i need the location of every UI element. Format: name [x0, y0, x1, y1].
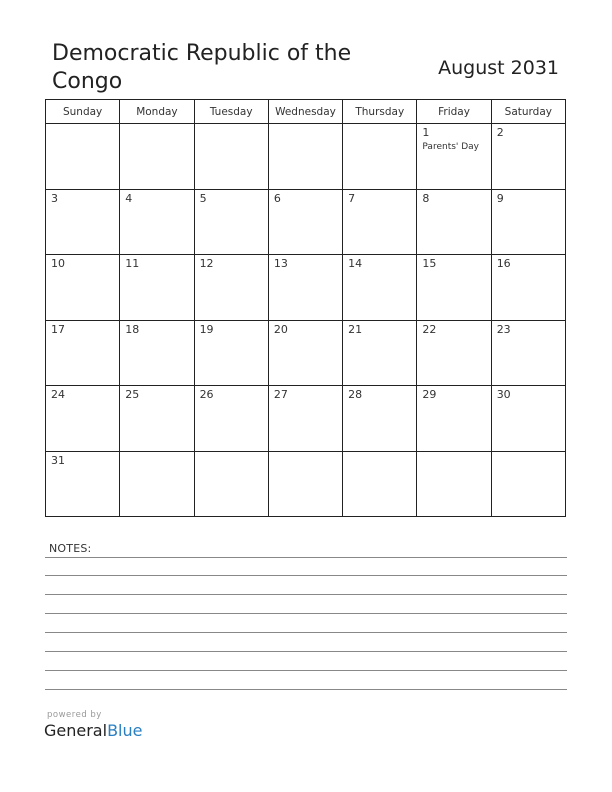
notes-label: NOTES: [49, 542, 92, 555]
day-number: 11 [125, 257, 140, 270]
day-number: 27 [273, 388, 288, 401]
day-cell[interactable] [268, 124, 342, 190]
day-number: 13 [273, 257, 288, 270]
day-cell[interactable] [417, 124, 491, 190]
day-cell[interactable] [268, 451, 342, 517]
day-cell[interactable] [120, 451, 194, 517]
brand-general: General [44, 721, 108, 740]
month-label: August 2031 [438, 57, 559, 79]
weekday-saturday: Saturday [491, 100, 565, 124]
day-cell[interactable] [120, 189, 194, 255]
day-number: 22 [422, 322, 437, 336]
weekday-wednesday: Wednesday [268, 100, 342, 124]
day-cell[interactable] [120, 386, 194, 452]
day-cell[interactable] [268, 320, 342, 386]
week-row [46, 255, 566, 321]
week-row [46, 386, 566, 452]
calendar-grid [45, 99, 566, 517]
note-line [45, 575, 567, 576]
day-number: 25 [125, 388, 140, 401]
day-number: 4 [125, 191, 133, 205]
note-line [45, 613, 567, 614]
powered-by-text: powered by [47, 710, 102, 720]
day-number: 29 [422, 388, 437, 401]
day-cell[interactable] [417, 255, 491, 321]
day-number: 28 [348, 388, 363, 401]
day-number: 5 [199, 191, 207, 205]
day-cell[interactable] [491, 451, 565, 517]
day-cell[interactable] [491, 386, 565, 452]
day-number: 6 [273, 191, 281, 205]
week-row [46, 124, 566, 190]
week-row [46, 189, 566, 255]
day-cell[interactable] [343, 386, 417, 452]
day-cell[interactable] [46, 451, 120, 517]
holiday-label: Parents' Day [422, 142, 480, 152]
day-number: 14 [348, 257, 363, 270]
note-line [45, 689, 567, 690]
week-row [46, 320, 566, 386]
note-line [45, 651, 567, 652]
day-number: 26 [199, 388, 214, 401]
note-line [45, 632, 567, 633]
day-cell[interactable] [268, 189, 342, 255]
weekday-header-row [46, 100, 566, 124]
day-cell[interactable] [120, 255, 194, 321]
week-row [46, 451, 566, 517]
weekday-tuesday: Tuesday [194, 100, 268, 124]
day-cell[interactable] [343, 255, 417, 321]
day-cell[interactable] [194, 189, 268, 255]
day-number: 10 [51, 257, 65, 270]
day-number: 18 [125, 322, 140, 336]
day-cell[interactable] [194, 451, 268, 517]
note-line [45, 594, 567, 595]
day-cell[interactable] [194, 255, 268, 321]
day-number: 12 [199, 257, 214, 270]
day-cell[interactable] [194, 320, 268, 386]
day-number: 15 [422, 257, 437, 270]
day-cell[interactable] [491, 255, 565, 321]
day-number: 8 [422, 191, 430, 205]
day-number: 24 [51, 388, 65, 401]
day-cell[interactable] [268, 255, 342, 321]
day-cell[interactable] [491, 320, 565, 386]
day-cell[interactable] [120, 320, 194, 386]
day-cell[interactable] [491, 189, 565, 255]
day-number: 9 [496, 191, 504, 205]
day-cell[interactable] [343, 320, 417, 386]
day-cell[interactable] [343, 189, 417, 255]
day-cell[interactable] [46, 320, 120, 386]
day-cell[interactable] [417, 189, 491, 255]
day-cell[interactable] [417, 386, 491, 452]
day-cell[interactable] [194, 386, 268, 452]
day-cell[interactable] [343, 451, 417, 517]
day-cell[interactable] [343, 124, 417, 190]
day-number: 16 [496, 257, 511, 270]
note-line [45, 670, 567, 671]
day-cell[interactable] [417, 320, 491, 386]
day-cell[interactable] [417, 451, 491, 517]
day-number: 1 [422, 126, 430, 139]
day-number: 3 [51, 191, 58, 205]
weekday-sunday: Sunday [46, 100, 120, 124]
day-number: 17 [51, 322, 65, 336]
day-cell[interactable] [268, 386, 342, 452]
day-number: 23 [496, 322, 511, 336]
day-number: 19 [199, 322, 214, 336]
page-title: Democratic Republic of the Congo [52, 41, 352, 94]
day-cell[interactable] [46, 386, 120, 452]
weekday-friday: Friday [417, 100, 491, 124]
weekday-monday: Monday [120, 100, 194, 124]
day-cell[interactable] [120, 124, 194, 190]
day-number: 2 [496, 126, 504, 139]
note-line [45, 557, 567, 558]
day-number: 31 [51, 453, 65, 467]
weekday-thursday: Thursday [343, 100, 417, 124]
brand-logo[interactable] [44, 721, 142, 741]
day-number: 21 [348, 322, 363, 336]
day-number: 20 [273, 322, 288, 336]
day-cell[interactable] [194, 124, 268, 190]
day-number: 7 [348, 191, 356, 205]
day-cell[interactable] [46, 255, 120, 321]
day-cell[interactable] [46, 189, 120, 255]
day-cell[interactable] [46, 124, 120, 190]
brand-blue: Blue [107, 721, 143, 740]
day-number: 30 [496, 388, 511, 401]
day-cell[interactable] [491, 124, 565, 190]
